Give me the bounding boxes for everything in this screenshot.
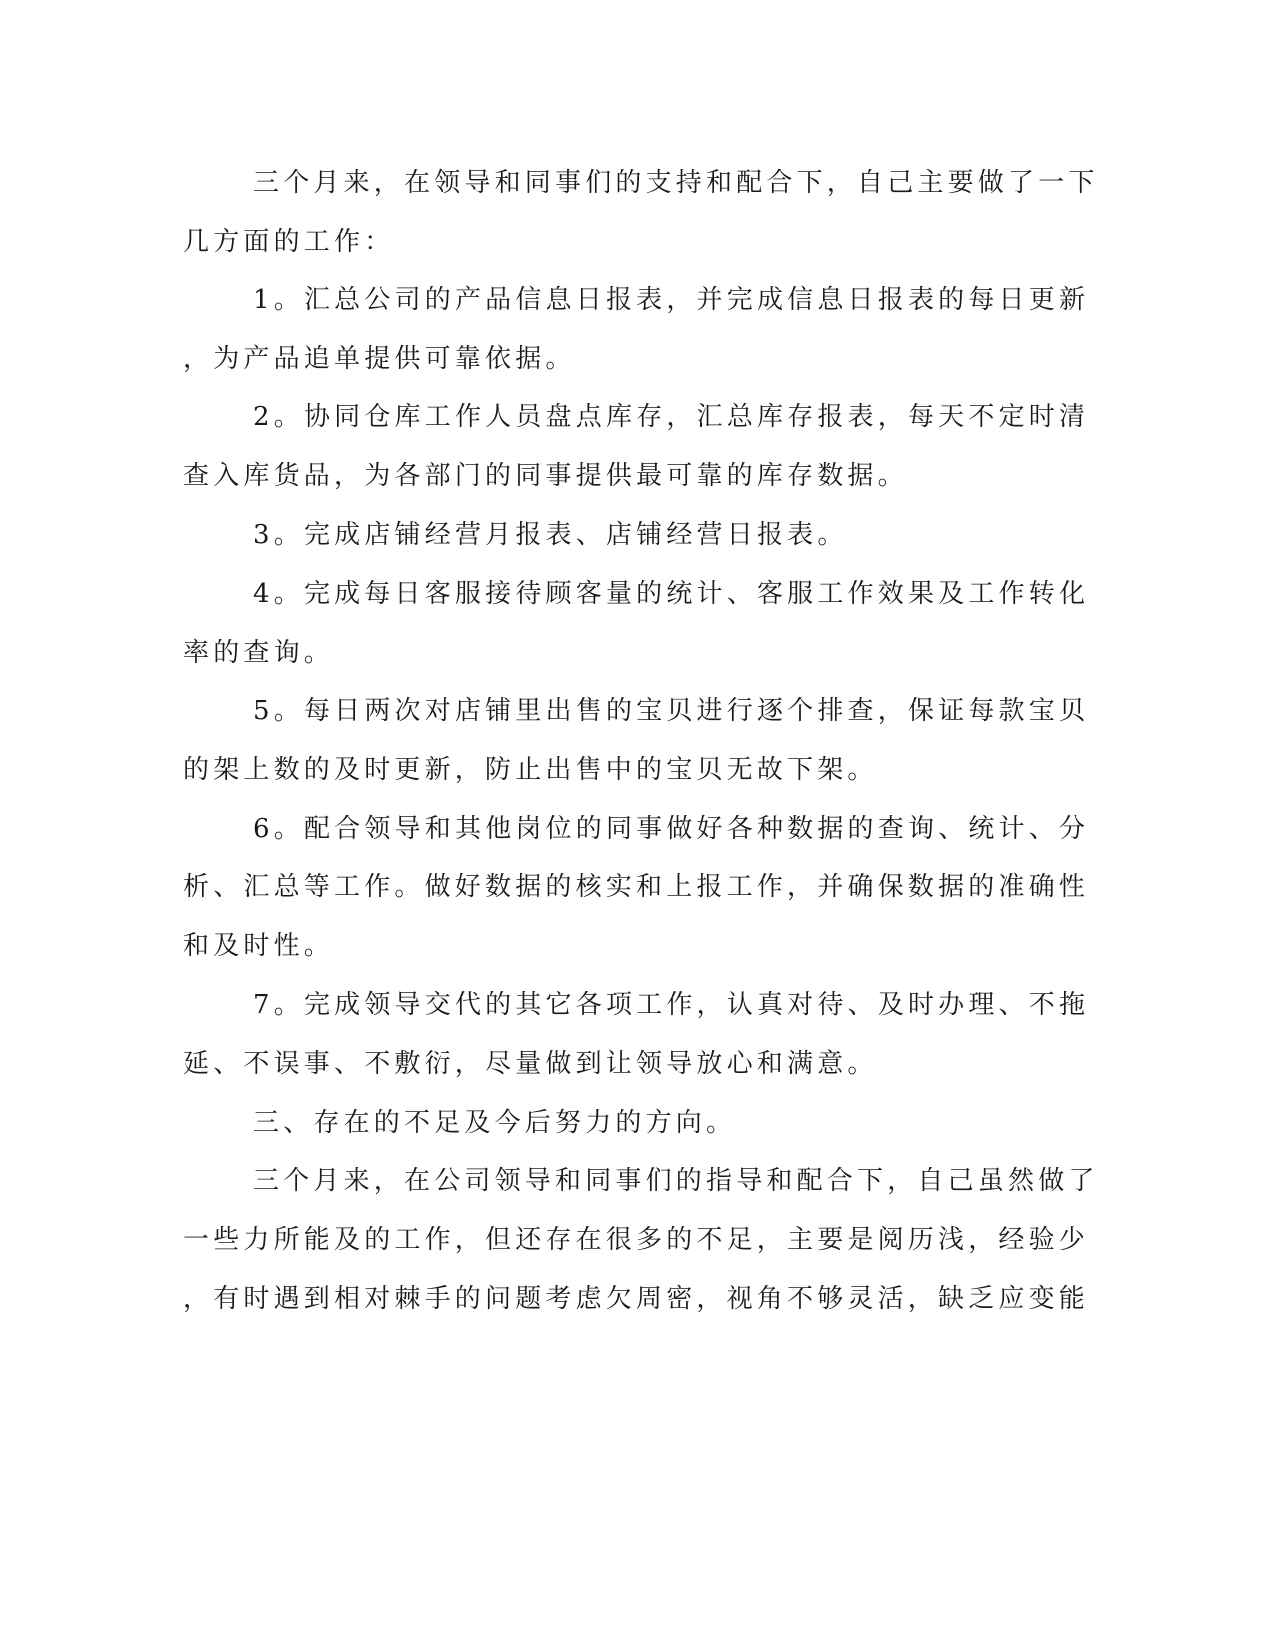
section-heading: 三、存在的不足及今后努力的方向。 [253, 1108, 737, 1138]
text-line: 率的查询。 [183, 638, 335, 668]
text-line: 的架上数的及时更新，防止出售中的宝贝无故下架。 [183, 755, 878, 785]
text-line: 1。汇总公司的产品信息日报表，并完成信息日报表的每日更新 [253, 285, 1090, 315]
text-line: 4。完成每日客服接待顾客量的统计、客服工作效果及工作转化 [253, 579, 1090, 609]
text-line: 析、汇总等工作。做好数据的核实和上报工作，并确保数据的准确性 [183, 872, 1090, 902]
text-line: 5。每日两次对店铺里出售的宝贝进行逐个排查，保证每款宝贝 [253, 696, 1090, 726]
text-line: 三个月来，在公司领导和同事们的指导和配合下，自己虽然做了 [253, 1166, 1099, 1196]
text-line: 2。协同仓库工作人员盘点库存，汇总库存报表，每天不定时清 [253, 402, 1090, 432]
text-line: 3。完成店铺经营月报表、店铺经营日报表。 [253, 520, 848, 550]
text-line: 延、不误事、不敷衍，尽量做到让领导放心和满意。 [183, 1049, 878, 1079]
text-line: 7。完成领导交代的其它各项工作，认真对待、及时办理、不拖 [253, 990, 1090, 1020]
text-line: ，为产品追单提供可靠依据。 [183, 344, 576, 374]
text-line: ，有时遇到相对棘手的问题考虑欠周密，视角不够灵活，缺乏应变能 [183, 1284, 1090, 1314]
text-line: 一些力所能及的工作，但还存在很多的不足，主要是阅历浅，经验少 [183, 1225, 1090, 1255]
text-line: 6。配合领导和其他岗位的同事做好各种数据的查询、统计、分 [253, 814, 1090, 844]
text-line: 和及时性。 [183, 931, 335, 961]
text-line: 三个月来，在领导和同事们的支持和配合下，自己主要做了一下 [253, 168, 1099, 198]
text-line: 查入库货品，为各部门的同事提供最可靠的库存数据。 [183, 461, 908, 491]
text-line: 几方面的工作： [183, 227, 395, 257]
